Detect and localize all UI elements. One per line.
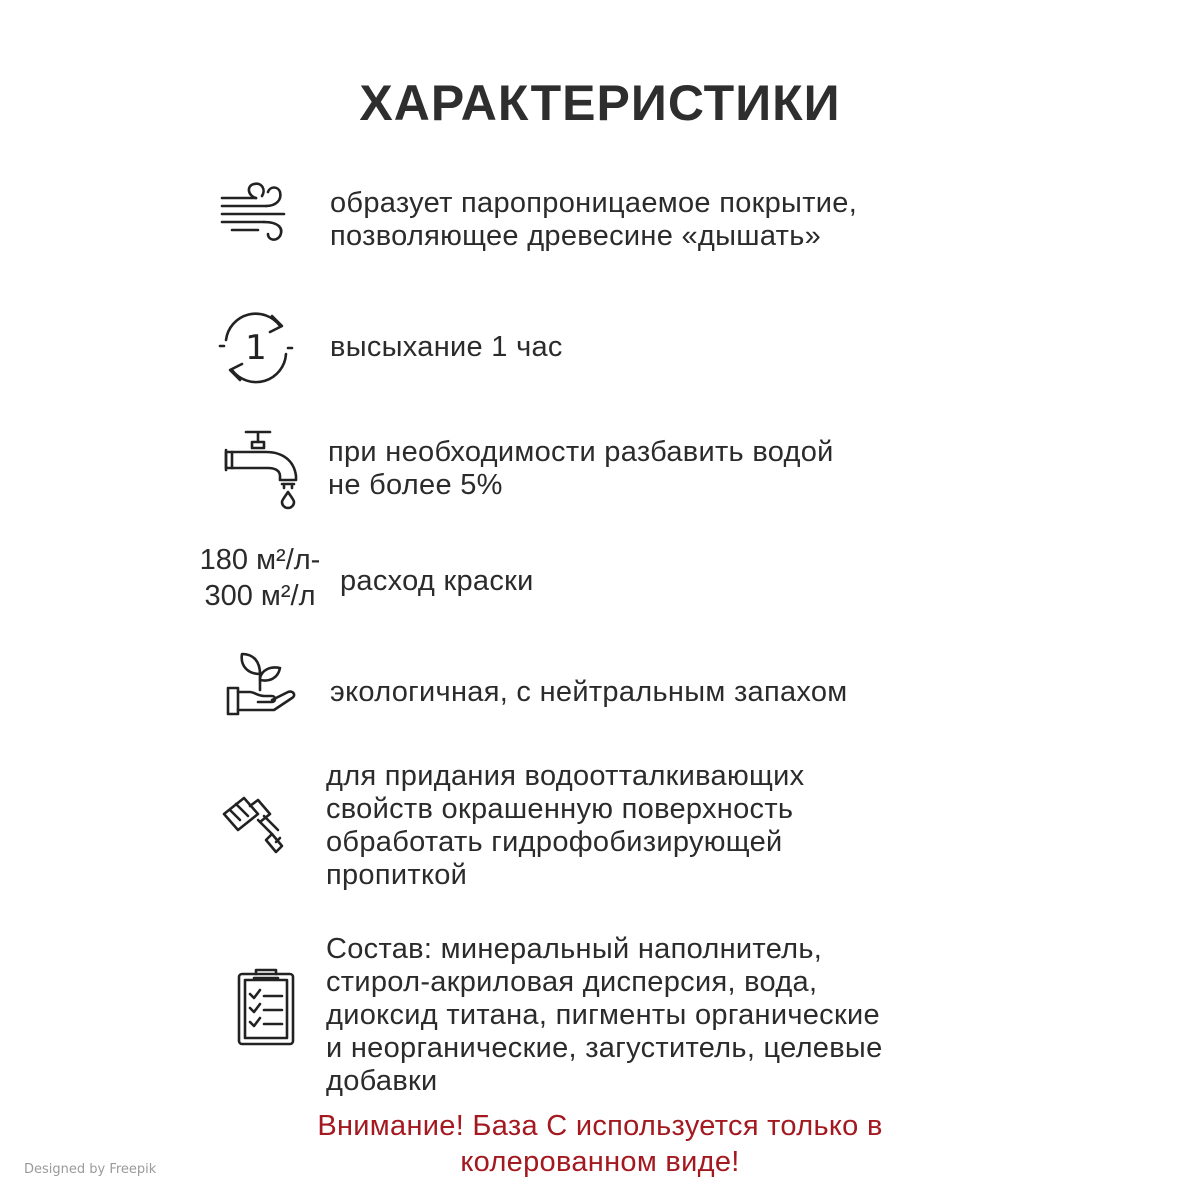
paint-brush-icon — [220, 796, 290, 858]
coverage-rate — [190, 542, 330, 614]
feature-line: и неорганические, загуститель, целевые — [326, 1032, 883, 1064]
feature-line: для придания водоотталкивающих — [326, 760, 805, 792]
credit-text: Designed by Freepik — [24, 1162, 157, 1177]
feature-line: расход краски — [340, 565, 534, 597]
feature-line: экологичная, с нейтральным запахом — [330, 676, 848, 708]
feature-text-dilution — [328, 436, 834, 502]
refresh-one-icon — [216, 310, 296, 386]
feature-line: образует паропроницаемое покрытие, — [330, 187, 858, 219]
coverage-rate-line: 180 м²/л- — [199, 544, 321, 576]
feature-line: не более 5% — [328, 469, 503, 501]
feature-line: добавки — [326, 1065, 438, 1097]
feature-text-vapor — [330, 187, 857, 253]
page-title: ХАРАКТЕРИСТИКИ — [359, 75, 841, 131]
feature-line: позволяющее древесине «дышать» — [330, 220, 822, 252]
warning-notice — [0, 1108, 1200, 1180]
feature-line: при необходимости разбавить водой — [328, 436, 834, 468]
warning-line: колерованном виде! — [460, 1146, 740, 1178]
water-tap-icon — [222, 428, 302, 510]
feature-text-drying — [330, 331, 563, 364]
feature-text-consumption — [340, 565, 534, 598]
feature-line: Состав: минеральный наполнитель, — [326, 933, 823, 965]
feature-text-impregnation — [326, 760, 804, 892]
feature-line: диоксид титана, пигменты органические — [326, 999, 880, 1031]
warning-line: Внимание! База С используется только в — [317, 1110, 883, 1142]
feature-line: пропиткой — [326, 859, 468, 891]
refresh-one-label: 1 — [245, 328, 267, 368]
clipboard-checklist-icon — [236, 966, 296, 1048]
coverage-rate-line: 300 м²/л — [204, 580, 316, 612]
feature-line: свойств окрашенную поверхность — [326, 793, 794, 825]
wind-icon — [218, 180, 298, 246]
feature-line: высыхание 1 час — [330, 331, 563, 363]
feature-text-composition — [326, 933, 883, 1098]
plant-hand-icon — [224, 648, 298, 718]
feature-line: стирол-акриловая дисперсия, вода, — [326, 966, 818, 998]
feature-line: обработать гидрофобизирующей — [326, 826, 783, 858]
feature-text-eco — [330, 676, 848, 709]
